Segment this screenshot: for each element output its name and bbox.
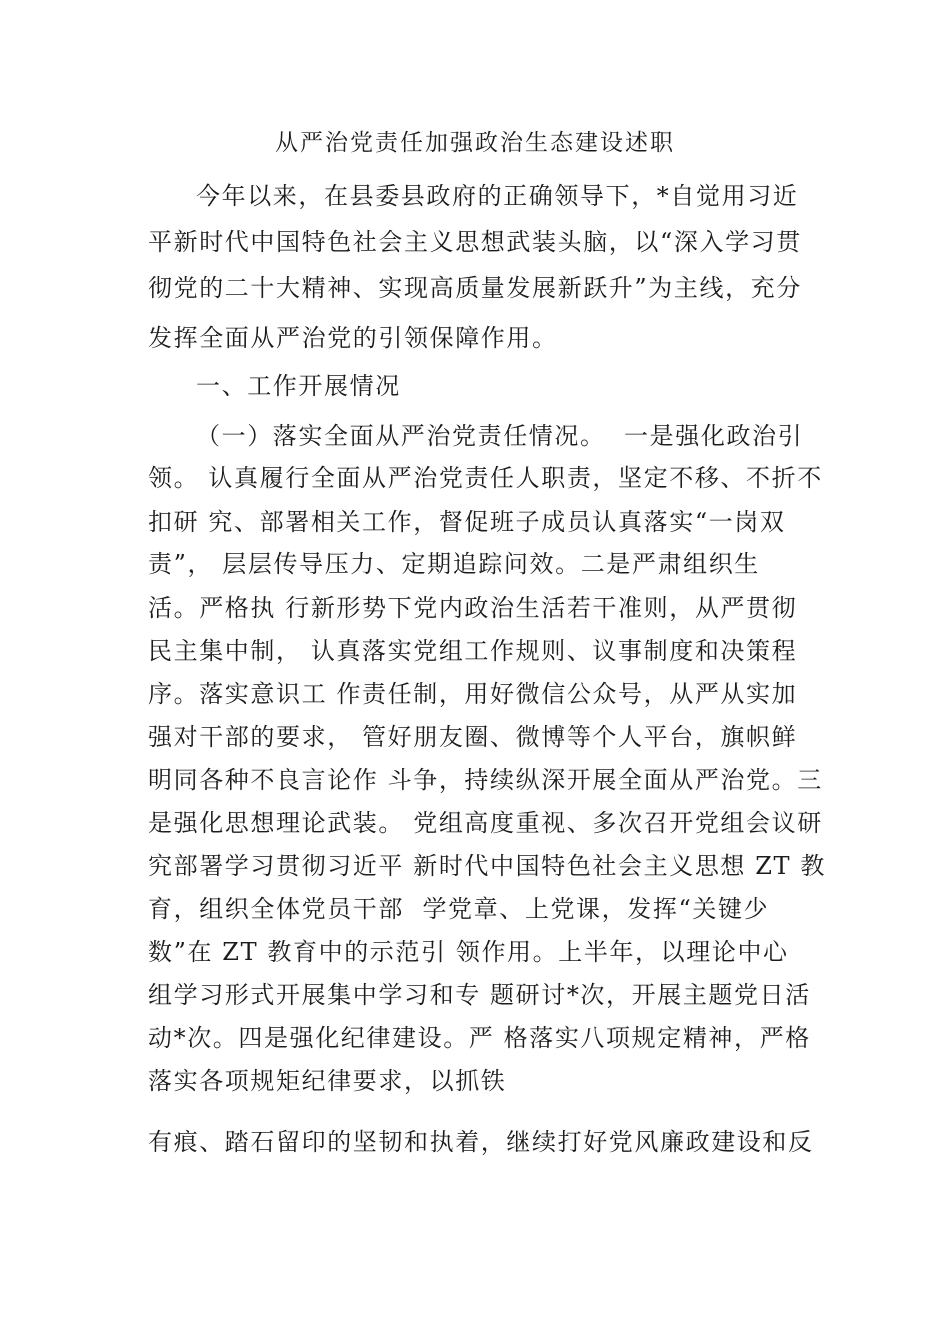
document-title: 从严治党责任加强政治生态建设述职 xyxy=(275,130,675,156)
body-line-4: 责”， 层层传导压力、定期追踪问效。二是严肃组织生 xyxy=(148,550,760,578)
body-line-15: 动*次。四是强化纪律建设。严 格落实八项规定精神，严格 xyxy=(148,1024,811,1052)
body-line-10: 是强化思想理论武装。 党组高度重视、多次召开党组会议研 xyxy=(148,809,823,837)
body-line-12: 育，组织全体党员干部 学党章、上党课，发挥“关键少 xyxy=(148,895,770,923)
body-line-7: 序。落实意识工 作责任制，用好微信公众号，从严从实加 xyxy=(148,680,798,708)
body-line-5: 活。严格执 行新形势下党内政治生活若干准则，从严贯彻 xyxy=(148,594,798,622)
intro-line-1: 今年以来，在县委县政府的正确领导下，*自觉用习近 xyxy=(196,182,799,210)
body-line-11: 究部署学习贯彻习近平 新时代中国特色社会主义思想 ZT 教 xyxy=(148,852,826,880)
body-line-2: 领。 认真履行全面从严治党责任人职责，坚定不移、不折不 xyxy=(148,464,823,492)
body-line-16: 落实各项规矩纪律要求，以抓铁 xyxy=(148,1067,507,1095)
continuation-line: 有痕、踏石留印的坚韧和执着，继续打好党风廉政建设和反 xyxy=(148,1128,814,1156)
intro-line-2: 平新时代中国特色社会主义思想武装头脑，以“深入学习贯 xyxy=(148,228,802,256)
body-line-1: （一）落实全面从严治党责任情况。 一是强化政治引 xyxy=(196,422,804,450)
body-line-9: 明同各种不良言论作 斗争，持续纵深开展全面从严治党。三 xyxy=(148,766,823,794)
body-line-14: 组学习形式开展集中学习和专 题研讨*次，开展主题党日活 xyxy=(148,981,811,1009)
intro-line-4: 发挥全面从严治党的引领保障作用。 xyxy=(148,324,558,352)
body-line-3: 扣研 究、部署相关工作，督促班子成员认真落实“一岗双 xyxy=(148,508,786,536)
body-line-8: 强对干部的要求， 管好朋友圈、微博等个人平台，旗帜鲜 xyxy=(148,723,798,751)
intro-line-3: 彻党的二十大精神、实现高质量发展新跃升”为主线，充分 xyxy=(148,274,802,302)
body-line-13: 数”在 ZT 教育中的示范引 领作用。上半年，以理论中心 xyxy=(148,938,789,966)
body-line-6: 民主集中制， 认真落实党组工作规则、议事制度和决策程 xyxy=(148,637,798,665)
section-heading: 一、工作开展情况 xyxy=(196,372,401,400)
